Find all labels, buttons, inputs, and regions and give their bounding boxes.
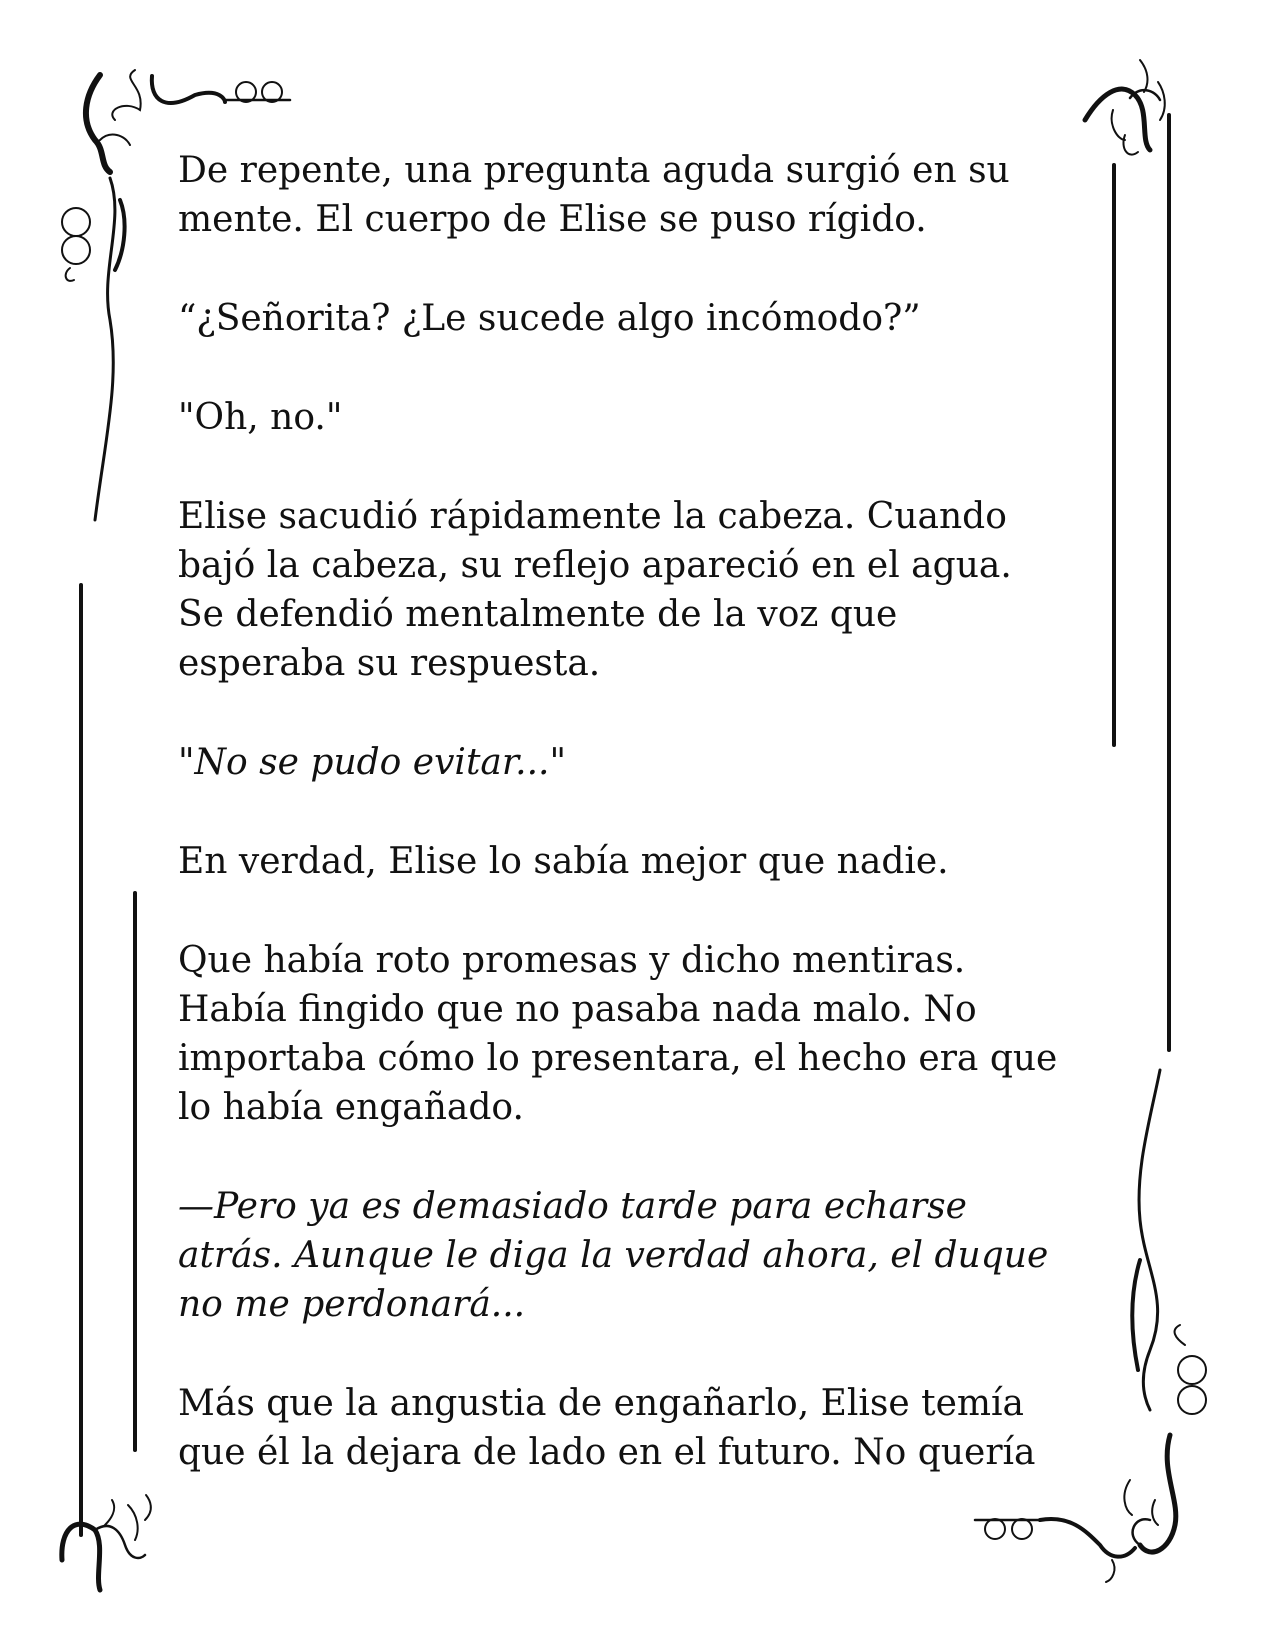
paragraph: [178, 294, 1108, 343]
text-line: —Pero ya es demasiado tarde para echarse: [178, 1186, 967, 1227]
text-line: De repente, una pregunta aguda surgió en su: [178, 150, 1010, 191]
text-line: "Oh, no.": [178, 397, 343, 438]
paragraph: [178, 492, 1108, 688]
text-line: esperaba su respuesta.: [178, 643, 601, 684]
paragraph: [178, 146, 1108, 244]
text-line: Elise sacudió rápidamente la cabeza. Cuando: [178, 496, 1007, 537]
text-line: Que había roto promesas y dicho mentiras.: [178, 940, 966, 981]
text-line: importaba cómo lo presentara, el hecho era que: [178, 1038, 1058, 1079]
text-line: “¿Señorita? ¿Le sucede algo incómodo?”: [178, 298, 921, 339]
paragraph: [178, 393, 1108, 442]
bottom-left-flourish: [62, 1495, 151, 1590]
top-right-flourish: [1085, 60, 1165, 155]
text-line: bajó la cabeza, su reflejo apareció en el agua.: [178, 545, 1012, 586]
text-line: En verdad, Elise lo sabía mejor que nadie.: [178, 841, 949, 882]
text-line: atrás. Aunque le diga la verdad ahora, el duque: [178, 1235, 1049, 1276]
paragraph: [178, 837, 1108, 886]
paragraph: [178, 1182, 1108, 1329]
text-line: "No se pudo evitar...": [178, 742, 567, 783]
text-line: que él la dejara de lado en el futuro. No quería: [178, 1432, 1036, 1473]
text-line: mente. El cuerpo de Elise se puso rígido.: [178, 199, 927, 240]
text-line: no me perdonará...: [178, 1284, 526, 1325]
paragraph: [178, 738, 1108, 787]
paragraph: [178, 936, 1108, 1132]
text-line: Había fingido que no pasaba nada malo. No: [178, 989, 977, 1030]
text-line: Más que la angustia de engañarlo, Elise temía: [178, 1383, 1025, 1424]
text-line: Se defendió mentalmente de la voz que: [178, 594, 898, 635]
page-text: [178, 146, 1108, 1527]
paragraph: [178, 1379, 1108, 1477]
text-line: lo había engañado.: [178, 1087, 524, 1128]
